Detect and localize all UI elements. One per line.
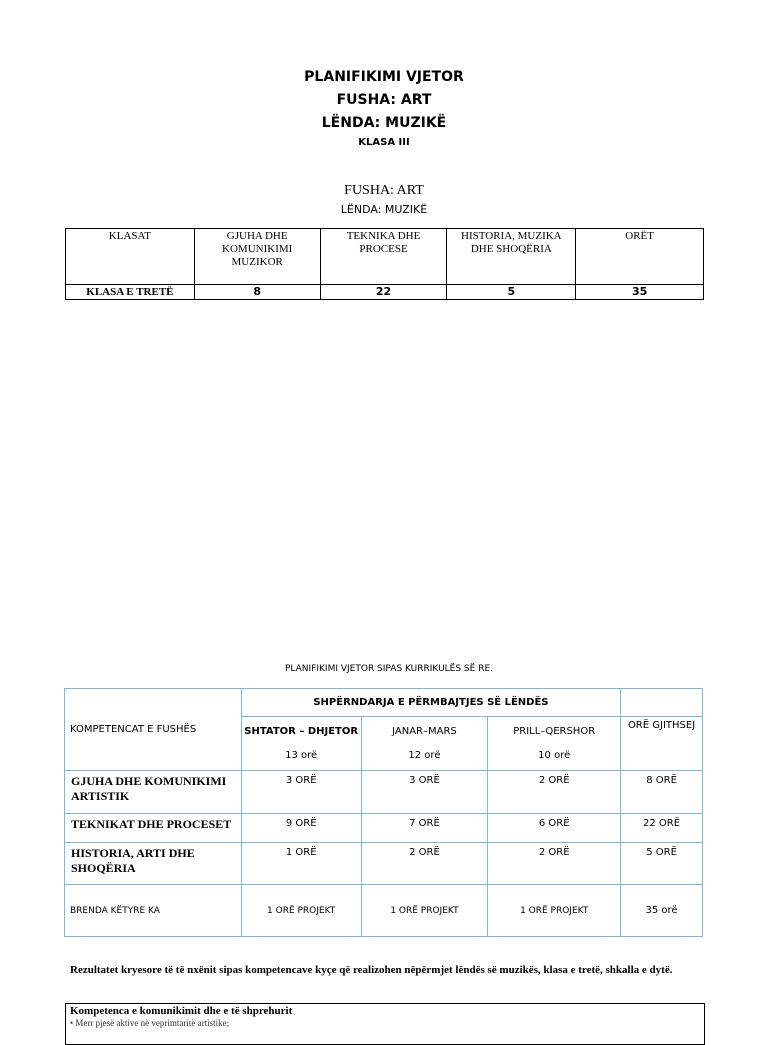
column-header: ORËT xyxy=(576,229,704,285)
period-hours: 13 orë xyxy=(285,750,318,761)
column-header: KLASAT xyxy=(66,229,195,285)
hours-cell: 5 xyxy=(447,285,576,300)
distribution-header: SHPËRNDARJA E PËRMBAJTJES SË LËNDËS xyxy=(241,689,620,717)
hours-cell: 1 ORË xyxy=(241,843,361,885)
table-row xyxy=(65,843,703,885)
hours-cell: 2 ORË xyxy=(361,843,488,885)
hours-cell: 3 ORË xyxy=(241,771,361,814)
total-cell: 5 ORË xyxy=(621,843,703,885)
competence-title: Kompetenca e komunikimit dhe e të shprehurit xyxy=(70,1005,293,1017)
column-header: TEKNIKA DHE PROCESE xyxy=(320,229,447,285)
total-cell: 8 ORË xyxy=(621,771,703,814)
hours-cell: 22 xyxy=(320,285,447,300)
section-subject-heading: LËNDA: MUZIKË xyxy=(340,203,428,216)
row-label: GJUHA DHE KOMUNIKIMI ARTISTIK xyxy=(65,771,242,814)
project-cell: 1 ORË PROJEKT xyxy=(361,885,488,937)
subject-heading: LËNDA: MUZIKË xyxy=(321,115,447,131)
competence-item: • Merr pjesë aktive në veprimtaritë artistike; xyxy=(70,1018,230,1028)
total-cell: 35 orë xyxy=(621,885,703,937)
hours-cell: 7 ORË xyxy=(361,814,488,843)
table-row xyxy=(65,771,703,814)
period-cell xyxy=(488,717,621,771)
table-header-row xyxy=(65,689,703,717)
period-cell xyxy=(241,717,361,771)
hours-cell: 35 xyxy=(576,285,704,300)
total-cell: 22 ORË xyxy=(621,814,703,843)
row-label: TEKNIKAT DHE PROCESET xyxy=(65,814,242,843)
hours-cell: 3 ORË xyxy=(361,771,488,814)
hours-summary-table xyxy=(65,228,704,300)
hours-cell: 6 ORË xyxy=(488,814,621,843)
table-row xyxy=(66,285,704,300)
hours-cell: 9 ORË xyxy=(241,814,361,843)
total-header: ORË GJITHSEJ xyxy=(621,717,703,771)
section-field-heading: FUSHA: ART xyxy=(344,183,424,198)
class-heading: KLASA III xyxy=(358,137,410,148)
column-header: GJUHA DHE KOMUNIKIMI MUZIKOR xyxy=(194,229,320,285)
column-header: HISTORIA, MUZIKA DHE SHOQËRIA xyxy=(447,229,576,285)
period-hours: 10 orë xyxy=(538,750,571,761)
table-row xyxy=(65,814,703,843)
field-heading: FUSHA: ART xyxy=(336,92,432,108)
row-label: HISTORIA, ARTI DHE SHOQËRIA xyxy=(65,843,242,885)
competence-box xyxy=(65,1003,705,1045)
competences-header: KOMPETENCAT E FUSHËS xyxy=(65,689,242,771)
hours-cell: 2 ORË xyxy=(488,771,621,814)
results-note: Rezultatet kryesore të të nxënit sipas kompetencave kyçe që realizohen nëpërmjet lëndës së muzikës, klasa e tretë, shkalla e dytë. xyxy=(70,964,673,976)
row-label: BRENDA KËTYRE KA xyxy=(65,885,242,937)
project-cell: 1 ORË PROJEKT xyxy=(241,885,361,937)
period-name: JANAR–MARS xyxy=(392,726,457,737)
class-cell: KLASA E TRETË xyxy=(66,285,195,300)
period-name: SHTATOR – DHJETOR xyxy=(244,726,359,737)
plan-caption: PLANIFIKIMI VJETOR SIPAS KURRIKULËS SË RE. xyxy=(285,664,493,674)
period-hours: 12 orë xyxy=(408,750,441,761)
table-row xyxy=(65,885,703,937)
table-header-row xyxy=(66,229,704,285)
period-name: PRILL–QERSHOR xyxy=(513,726,596,737)
project-cell: 1 ORË PROJEKT xyxy=(488,885,621,937)
period-cell xyxy=(361,717,488,771)
annual-plan-table xyxy=(64,688,703,937)
document-title: PLANIFIKIMI VJETOR xyxy=(304,69,464,85)
hours-cell: 8 xyxy=(194,285,320,300)
hours-cell: 2 ORË xyxy=(488,843,621,885)
empty-header-cell xyxy=(621,689,703,717)
